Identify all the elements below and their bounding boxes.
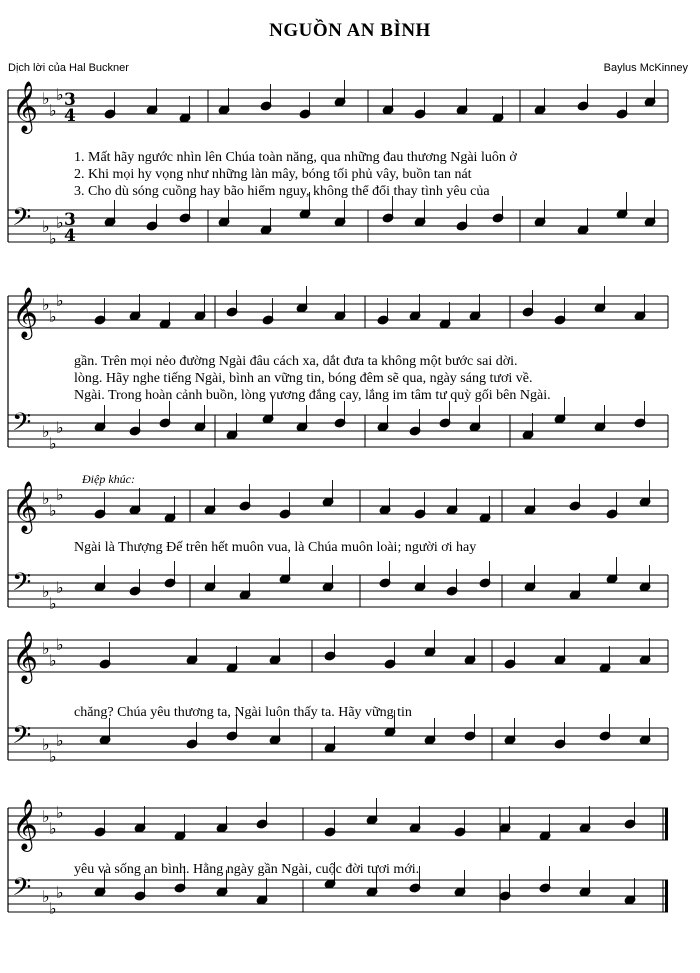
lyric-line: 1. Mất hãy ngước nhìn lên Chúa toàn năng, qua những đau thương Ngài luôn ở [74,150,517,165]
time-signature-top: 3 [64,210,76,230]
flat-icon: ♭ [56,635,64,654]
flat-icon: ♭ [56,213,64,232]
time-signature-bottom: 4 [64,226,76,246]
flat-icon: ♭ [49,101,57,120]
flat-icon: ♭ [49,899,57,918]
flat-icon: ♭ [49,434,57,453]
lyric-line: 3. Cho dù sóng cuồng hay bão hiểm nguy, không thể đổi thay tình yêu của [74,184,490,199]
lyric-line: Ngài. Trong hoàn cảnh buồn, lòng vương đắng cay, lắng im tâm tư quỳ gối bên Ngài. [74,388,551,403]
flat-icon: ♭ [56,485,64,504]
flat-icon: ♭ [42,807,50,826]
flat-icon: ♭ [56,731,64,750]
flat-icon: ♭ [49,747,57,766]
final-barline [665,808,668,840]
song-title: NGUỒN AN BÌNH [269,20,431,41]
lyricist-credit: Dịch lời của Hal Buckner [8,62,129,74]
treble-clef-icon: 𝄞 [12,81,39,132]
bass-clef-icon: 𝄢 [12,203,32,238]
flat-icon: ♭ [42,735,50,754]
lyric-line: Ngài là Thượng Đế trên hết muôn vua, là Chúa muôn loài; người ơi hay [74,540,477,555]
bass-clef-icon: 𝄢 [12,873,32,908]
flat-icon: ♭ [56,578,64,597]
treble-clef-icon: 𝄞 [12,481,39,532]
time-signature-top: 3 [64,90,76,110]
flat-icon: ♭ [42,582,50,601]
final-barline [665,880,668,912]
flat-icon: ♭ [49,229,57,248]
flat-icon: ♭ [49,594,57,613]
refrain-label: Điệp khúc: [82,472,135,486]
flat-icon: ♭ [42,422,50,441]
flat-icon: ♭ [49,651,57,670]
flat-icon: ♭ [56,291,64,310]
lyric-line: chăng? Chúa yêu thương ta, Ngài luôn thấy ta. Hãy vững tin [74,705,412,720]
lyric-line: yêu và sống an bình. Hằng ngày gần Ngài, cuộc đời tươi mới. [74,862,420,877]
time-signature-bottom: 4 [64,106,76,126]
lyric-line: 2. Khi mọi hy vọng như những làn mây, bóng tối phủ vây, buồn tan nát [74,167,472,182]
flat-icon: ♭ [56,803,64,822]
bass-clef-icon: 𝄢 [12,408,32,443]
flat-icon: ♭ [56,418,64,437]
bass-clef-icon: 𝄢 [12,568,32,603]
treble-clef-icon: 𝄞 [12,799,39,850]
composer-credit: Baylus McKinney [603,62,688,74]
flat-icon: ♭ [42,639,50,658]
treble-clef-icon: 𝄞 [12,287,39,338]
flat-icon: ♭ [42,217,50,236]
bass-clef-icon: 𝄢 [12,721,32,756]
flat-icon: ♭ [49,501,57,520]
treble-clef-icon: 𝄞 [12,631,39,682]
flat-icon: ♭ [56,883,64,902]
flat-icon: ♭ [42,295,50,314]
flat-icon: ♭ [42,489,50,508]
lyric-line: gần. Trên mọi nẻo đường Ngài đâu cách xa, dắt đưa ta không một bước sai dời. [74,354,518,369]
flat-icon: ♭ [42,89,50,108]
lyric-line: lòng. Hãy nghe tiếng Ngài, bình an vững tin, bóng đêm sẽ qua, ngày sáng tươi về. [74,371,533,386]
flat-icon: ♭ [42,887,50,906]
flat-icon: ♭ [49,307,57,326]
flat-icon: ♭ [49,819,57,838]
flat-icon: ♭ [56,85,64,104]
